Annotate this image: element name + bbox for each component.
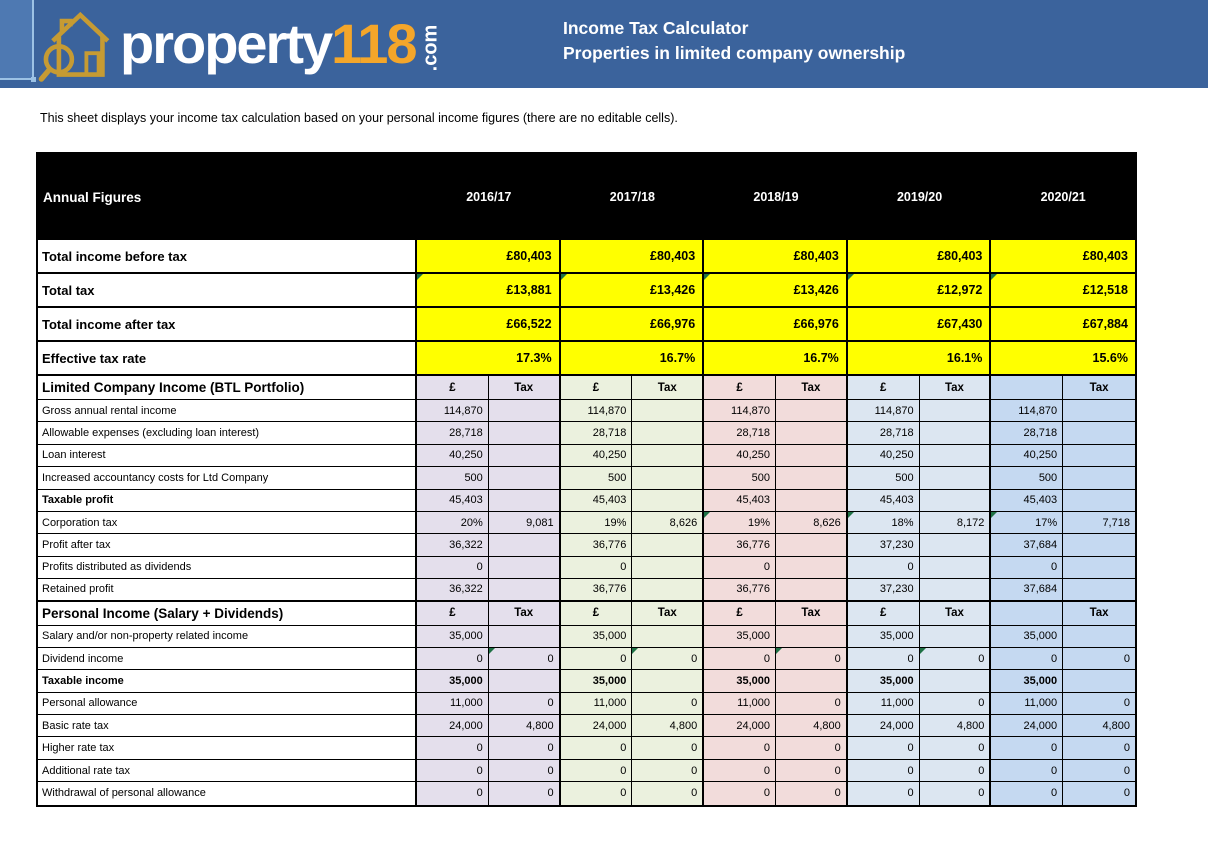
value-cell[interactable]	[776, 445, 848, 467]
value-cell[interactable]: 45,403	[417, 490, 489, 512]
brand-word: property	[120, 12, 332, 75]
annual-figures-header[interactable]: Annual Figures	[38, 154, 417, 240]
value-cell[interactable]: 0	[776, 760, 848, 782]
value-cell[interactable]: 0	[848, 760, 920, 782]
value-cell[interactable]: 114,870	[848, 400, 920, 422]
value-cell[interactable]: 40,250	[561, 445, 633, 467]
value-cell[interactable]: 8,172	[920, 512, 992, 534]
sheet-description: This sheet displays your income tax calculation based on your personal income figures (there are no editable cells).	[40, 111, 678, 125]
value-cell[interactable]	[776, 490, 848, 512]
value-cell[interactable]	[920, 557, 992, 579]
value-cell[interactable]: 500	[848, 467, 920, 489]
value-cell[interactable]	[489, 557, 561, 579]
value-cell[interactable]: 0	[489, 760, 561, 782]
value-cell[interactable]: 0	[704, 737, 776, 759]
value-cell[interactable]: 114,870	[704, 400, 776, 422]
value-cell[interactable]	[920, 422, 992, 444]
value-cell[interactable]: 36,776	[704, 534, 776, 556]
column-header-tax-2019-20[interactable]: Tax	[920, 376, 992, 400]
value-cell[interactable]: 24,000	[991, 715, 1063, 737]
value-cell[interactable]: 28,718	[991, 422, 1063, 444]
value-cell[interactable]: 4,800	[920, 715, 992, 737]
value-cell[interactable]: 0	[561, 737, 633, 759]
value-cell[interactable]: 24,000	[417, 715, 489, 737]
value-cell[interactable]: 0	[848, 737, 920, 759]
value-cell[interactable]: 0	[920, 782, 992, 804]
value-cell[interactable]	[776, 400, 848, 422]
value-cell[interactable]: 4,800	[776, 715, 848, 737]
value-cell[interactable]: 11,000	[561, 693, 633, 715]
value-cell[interactable]: 28,718	[848, 422, 920, 444]
summary-cell[interactable]: £80,403	[704, 240, 848, 274]
value-cell[interactable]: 0	[920, 737, 992, 759]
value-cell[interactable]: 0	[489, 648, 561, 670]
value-cell[interactable]: 35,000	[561, 670, 633, 692]
value-cell[interactable]: 35,000	[417, 670, 489, 692]
value-cell[interactable]: 0	[704, 557, 776, 579]
value-cell[interactable]	[776, 626, 848, 648]
row-label[interactable]: Profit after tax	[38, 534, 417, 556]
value-cell[interactable]: 0	[561, 648, 633, 670]
summary-row-label[interactable]: Total tax	[38, 274, 417, 308]
column-header-tax-2017-18[interactable]: Tax	[632, 602, 704, 626]
property118-logo	[36, 2, 444, 86]
value-cell[interactable]	[1063, 579, 1135, 601]
value-cell[interactable]	[776, 422, 848, 444]
page-title-line1: Income Tax Calculator	[563, 18, 749, 38]
column-header-tax-2016-17[interactable]: Tax	[489, 602, 561, 626]
summary-row-label[interactable]: Total income before tax	[38, 240, 417, 274]
value-cell[interactable]	[489, 534, 561, 556]
value-cell[interactable]	[1063, 670, 1135, 692]
summary-cell[interactable]: 17.3%	[417, 342, 561, 376]
value-cell[interactable]: 0	[417, 782, 489, 804]
value-cell[interactable]	[632, 670, 704, 692]
value-cell[interactable]: 0	[417, 557, 489, 579]
value-cell[interactable]: 0	[776, 737, 848, 759]
column-header-tax-2016-17[interactable]: Tax	[489, 376, 561, 400]
row-label[interactable]: Allowable expenses (excluding loan interest)	[38, 422, 417, 444]
column-header-blank-2020-21[interactable]	[991, 602, 1063, 626]
value-cell[interactable]: 114,870	[417, 400, 489, 422]
value-cell[interactable]: 0	[704, 760, 776, 782]
value-cell[interactable]	[632, 445, 704, 467]
column-header-tax-2018-19[interactable]: Tax	[776, 376, 848, 400]
value-cell[interactable]: 36,322	[417, 534, 489, 556]
value-cell[interactable]: 0	[561, 760, 633, 782]
value-cell[interactable]	[632, 490, 704, 512]
value-cell[interactable]	[489, 467, 561, 489]
column-header-pounds-2017-18[interactable]: £	[561, 376, 633, 400]
year-header-2017-18[interactable]: 2017/18	[561, 154, 705, 240]
summary-row-label[interactable]: Total income after tax	[38, 308, 417, 342]
value-cell[interactable]	[632, 579, 704, 601]
value-cell[interactable]: 0	[489, 782, 561, 804]
value-cell[interactable]: 0	[1063, 760, 1135, 782]
value-cell[interactable]: 40,250	[991, 445, 1063, 467]
value-cell[interactable]: 0	[776, 693, 848, 715]
value-cell[interactable]: 18%	[848, 512, 920, 534]
value-cell[interactable]: 500	[704, 467, 776, 489]
value-cell[interactable]: 0	[1063, 693, 1135, 715]
value-cell[interactable]: 37,230	[848, 534, 920, 556]
value-cell[interactable]: 0	[632, 782, 704, 804]
row-label[interactable]: Gross annual rental income	[38, 400, 417, 422]
value-cell[interactable]: 35,000	[704, 670, 776, 692]
value-cell[interactable]	[920, 579, 992, 601]
value-cell[interactable]	[1063, 534, 1135, 556]
value-cell[interactable]: 28,718	[561, 422, 633, 444]
value-cell[interactable]: 114,870	[561, 400, 633, 422]
value-cell[interactable]	[632, 467, 704, 489]
value-cell[interactable]: 0	[561, 782, 633, 804]
value-cell[interactable]: 35,000	[991, 670, 1063, 692]
value-cell[interactable]	[776, 467, 848, 489]
value-cell[interactable]: 0	[417, 648, 489, 670]
value-cell[interactable]: 0	[920, 760, 992, 782]
row-label[interactable]: Corporation tax	[38, 512, 417, 534]
value-cell[interactable]: 114,870	[991, 400, 1063, 422]
value-cell[interactable]: 45,403	[991, 490, 1063, 512]
year-header-2020-21[interactable]: 2020/21	[991, 154, 1135, 240]
summary-cell[interactable]: £13,881	[417, 274, 561, 308]
value-cell[interactable]	[776, 670, 848, 692]
row-label[interactable]: Personal allowance	[38, 693, 417, 715]
value-cell[interactable]: 0	[1063, 737, 1135, 759]
value-cell[interactable]	[776, 534, 848, 556]
value-cell[interactable]: 0	[489, 737, 561, 759]
row-label[interactable]: Retained profit	[38, 579, 417, 601]
row-label[interactable]: Taxable profit	[38, 490, 417, 512]
value-cell[interactable]: 500	[561, 467, 633, 489]
value-cell[interactable]	[920, 467, 992, 489]
summary-cell[interactable]: £67,430	[848, 308, 992, 342]
value-cell[interactable]: 4,800	[1063, 715, 1135, 737]
row-label[interactable]: Higher rate tax	[38, 737, 417, 759]
value-cell[interactable]	[632, 422, 704, 444]
row-label[interactable]: Basic rate tax	[38, 715, 417, 737]
value-cell[interactable]: 0	[991, 557, 1063, 579]
value-cell[interactable]: 28,718	[417, 422, 489, 444]
value-cell[interactable]: 35,000	[417, 626, 489, 648]
value-cell[interactable]: 4,800	[632, 715, 704, 737]
value-cell[interactable]: 0	[632, 693, 704, 715]
value-cell[interactable]: 0	[704, 648, 776, 670]
summary-cell[interactable]: 16.7%	[704, 342, 848, 376]
value-cell[interactable]: 36,776	[704, 579, 776, 601]
page-title	[563, 16, 905, 66]
value-cell[interactable]: 11,000	[848, 693, 920, 715]
column-header-blank-2020-21[interactable]	[991, 376, 1063, 400]
value-cell[interactable]	[920, 626, 992, 648]
value-cell[interactable]: 0	[632, 648, 704, 670]
value-cell[interactable]: 7,718	[1063, 512, 1135, 534]
summary-cell[interactable]: £80,403	[561, 240, 705, 274]
value-cell[interactable]	[1063, 445, 1135, 467]
value-cell[interactable]: 17%	[991, 512, 1063, 534]
value-cell[interactable]	[776, 579, 848, 601]
summary-row-label[interactable]: Effective tax rate	[38, 342, 417, 376]
value-cell[interactable]: 0	[848, 782, 920, 804]
value-cell[interactable]	[1063, 400, 1135, 422]
column-header-tax-2018-19[interactable]: Tax	[776, 602, 848, 626]
value-cell[interactable]: 500	[991, 467, 1063, 489]
value-cell[interactable]	[489, 579, 561, 601]
summary-cell[interactable]: 15.6%	[991, 342, 1135, 376]
value-cell[interactable]: 4,800	[489, 715, 561, 737]
value-cell[interactable]: 36,776	[561, 534, 633, 556]
selected-cell-indicator	[0, 0, 34, 80]
year-header-2016-17[interactable]: 2016/17	[417, 154, 561, 240]
value-cell[interactable]: 0	[632, 760, 704, 782]
value-cell[interactable]: 0	[776, 648, 848, 670]
summary-cell[interactable]: £12,972	[848, 274, 992, 308]
value-cell[interactable]	[632, 557, 704, 579]
value-cell[interactable]	[776, 557, 848, 579]
value-cell[interactable]	[489, 626, 561, 648]
value-cell[interactable]: 8,626	[776, 512, 848, 534]
value-cell[interactable]: 20%	[417, 512, 489, 534]
value-cell[interactable]: 0	[1063, 782, 1135, 804]
value-cell[interactable]: 35,000	[991, 626, 1063, 648]
summary-cell[interactable]: 16.1%	[848, 342, 992, 376]
value-cell[interactable]: 35,000	[561, 626, 633, 648]
brand-number: 118	[331, 12, 416, 75]
row-label[interactable]: Taxable income	[38, 670, 417, 692]
column-header-pounds-2018-19[interactable]: £	[704, 376, 776, 400]
value-cell[interactable]: 8,626	[632, 512, 704, 534]
row-label[interactable]: Profits distributed as dividends	[38, 557, 417, 579]
summary-cell[interactable]: £80,403	[848, 240, 992, 274]
row-label[interactable]: Salary and/or non-property related income	[38, 626, 417, 648]
value-cell[interactable]	[489, 670, 561, 692]
value-cell[interactable]: 24,000	[561, 715, 633, 737]
column-header-pounds-2016-17[interactable]: £	[417, 602, 489, 626]
column-header-tax-2019-20[interactable]: Tax	[920, 602, 992, 626]
value-cell[interactable]	[920, 670, 992, 692]
row-label[interactable]: Dividend income	[38, 648, 417, 670]
value-cell[interactable]: 19%	[704, 512, 776, 534]
app-banner	[0, 0, 1208, 88]
summary-cell[interactable]: £80,403	[991, 240, 1135, 274]
column-header-pounds-2019-20[interactable]: £	[848, 602, 920, 626]
value-cell[interactable]: 19%	[561, 512, 633, 534]
row-label[interactable]: Loan interest	[38, 445, 417, 467]
value-cell[interactable]: 0	[991, 648, 1063, 670]
column-header-pounds-2017-18[interactable]: £	[561, 602, 633, 626]
value-cell[interactable]: 37,684	[991, 534, 1063, 556]
value-cell[interactable]: 45,403	[561, 490, 633, 512]
summary-cell[interactable]: £13,426	[704, 274, 848, 308]
value-cell[interactable]	[489, 400, 561, 422]
summary-cell[interactable]: £66,976	[561, 308, 705, 342]
value-cell[interactable]: 24,000	[704, 715, 776, 737]
value-cell[interactable]: 45,403	[848, 490, 920, 512]
value-cell[interactable]: 0	[704, 782, 776, 804]
value-cell[interactable]: 36,776	[561, 579, 633, 601]
value-cell[interactable]: 40,250	[704, 445, 776, 467]
column-header-pounds-2018-19[interactable]: £	[704, 602, 776, 626]
column-header-pounds-2016-17[interactable]: £	[417, 376, 489, 400]
value-cell[interactable]: 11,000	[704, 693, 776, 715]
summary-cell[interactable]: £67,884	[991, 308, 1135, 342]
value-cell[interactable]: 0	[489, 693, 561, 715]
value-cell[interactable]: 11,000	[991, 693, 1063, 715]
value-cell[interactable]: 0	[776, 782, 848, 804]
value-cell[interactable]: 37,230	[848, 579, 920, 601]
value-cell[interactable]: 35,000	[848, 626, 920, 648]
value-cell[interactable]: 11,000	[417, 693, 489, 715]
value-cell[interactable]	[489, 445, 561, 467]
column-header-tax-2017-18[interactable]: Tax	[632, 376, 704, 400]
column-header-pounds-2019-20[interactable]: £	[848, 376, 920, 400]
value-cell[interactable]: 9,081	[489, 512, 561, 534]
value-cell[interactable]: 0	[848, 648, 920, 670]
page-title-line2: Properties in limited company ownership	[563, 43, 906, 63]
value-cell[interactable]	[920, 490, 992, 512]
value-cell[interactable]: 500	[417, 467, 489, 489]
value-cell[interactable]	[632, 400, 704, 422]
value-cell[interactable]: 37,684	[991, 579, 1063, 601]
value-cell[interactable]: 28,718	[704, 422, 776, 444]
year-header-2019-20[interactable]: 2019/20	[848, 154, 992, 240]
value-cell[interactable]: 0	[848, 557, 920, 579]
value-cell[interactable]: 24,000	[848, 715, 920, 737]
value-cell[interactable]: 0	[417, 737, 489, 759]
summary-cell[interactable]: £13,426	[561, 274, 705, 308]
year-header-2018-19[interactable]: 2018/19	[704, 154, 848, 240]
value-cell[interactable]: 0	[1063, 648, 1135, 670]
summary-cell[interactable]: £80,403	[417, 240, 561, 274]
value-cell[interactable]	[632, 626, 704, 648]
column-header-tax-2020-21[interactable]: Tax	[1063, 376, 1135, 400]
value-cell[interactable]	[1063, 467, 1135, 489]
value-cell[interactable]	[1063, 422, 1135, 444]
value-cell[interactable]	[632, 534, 704, 556]
summary-cell[interactable]: £12,518	[991, 274, 1135, 308]
brand-tld: .com	[419, 24, 441, 72]
tax-calculation-table	[36, 152, 1137, 807]
value-cell[interactable]	[920, 534, 992, 556]
value-cell[interactable]	[1063, 626, 1135, 648]
house-magnifier-icon	[36, 4, 120, 84]
column-header-tax-2020-21[interactable]: Tax	[1063, 602, 1135, 626]
section-title[interactable]: Personal Income (Salary + Dividends)	[38, 602, 417, 626]
value-cell[interactable]: 0	[920, 648, 992, 670]
value-cell[interactable]: 0	[991, 737, 1063, 759]
value-cell[interactable]	[489, 422, 561, 444]
value-cell[interactable]: 0	[991, 782, 1063, 804]
value-cell[interactable]: 0	[561, 557, 633, 579]
row-label[interactable]: Increased accountancy costs for Ltd Company	[38, 467, 417, 489]
value-cell[interactable]: 0	[417, 760, 489, 782]
value-cell[interactable]: 40,250	[417, 445, 489, 467]
value-cell[interactable]	[920, 445, 992, 467]
value-cell[interactable]	[1063, 490, 1135, 512]
value-cell[interactable]: 36,322	[417, 579, 489, 601]
summary-cell[interactable]: £66,522	[417, 308, 561, 342]
value-cell[interactable]: 0	[991, 760, 1063, 782]
summary-cell[interactable]: 16.7%	[561, 342, 705, 376]
value-cell[interactable]: 35,000	[848, 670, 920, 692]
section-title[interactable]: Limited Company Income (BTL Portfolio)	[38, 376, 417, 400]
summary-cell[interactable]: £66,976	[704, 308, 848, 342]
value-cell[interactable]: 45,403	[704, 490, 776, 512]
value-cell[interactable]	[489, 490, 561, 512]
value-cell[interactable]	[1063, 557, 1135, 579]
value-cell[interactable]: 35,000	[704, 626, 776, 648]
value-cell[interactable]: 0	[632, 737, 704, 759]
value-cell[interactable]: 0	[920, 693, 992, 715]
row-label[interactable]: Withdrawal of personal allowance	[38, 782, 417, 804]
row-label[interactable]: Additional rate tax	[38, 760, 417, 782]
value-cell[interactable]: 40,250	[848, 445, 920, 467]
value-cell[interactable]	[920, 400, 992, 422]
